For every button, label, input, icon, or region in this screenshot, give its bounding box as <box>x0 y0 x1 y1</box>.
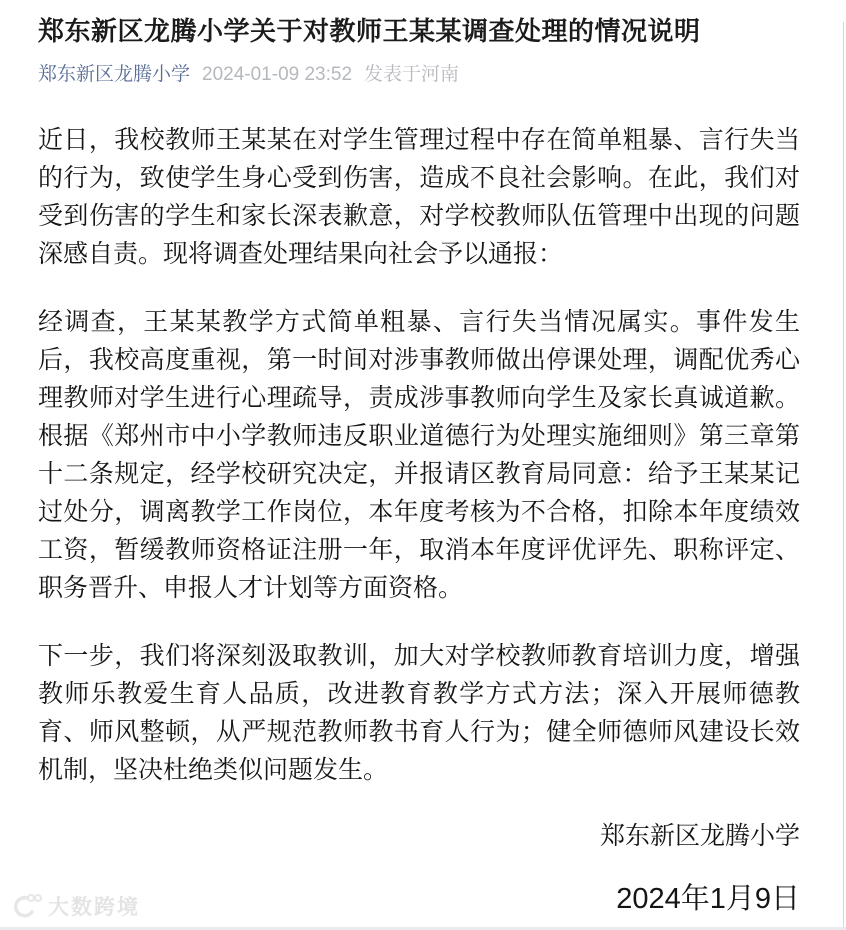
signature: 郑东新区龙腾小学 <box>599 822 800 850</box>
account-name-link[interactable]: 郑东新区龙腾小学 <box>38 64 191 85</box>
publish-time: 2024-01-09 23:52 <box>202 64 353 85</box>
article-meta <box>38 63 800 86</box>
article-paragraph: 近日，我校教师王某某在对学生管理过程中存在简单粗暴、言行失当的行为，致使学生身心受到伤害，造成不良社会影响。在此，我们对受到伤害的学生和家长深表歉意，对学校教师队伍管理中出现的问题深感自责。现将调查处理结果向社会予以通报： <box>38 126 800 268</box>
article-content <box>0 14 846 919</box>
right-border-line <box>843 22 844 930</box>
signature-date: 2024年1月9日 <box>616 883 800 915</box>
article-paragraph: 下一步，我们将深刻汲取教训，加大对学校教师教育培训力度，增强教师乐教爱生育人品质，改进教育教学方式方法；深入开展师德教育、师风整顿，从严规范教师教书育人行为；健全师德师风建设长效机制，坚决杜绝类似问题发生。 <box>38 642 800 784</box>
article-body <box>38 121 800 919</box>
publish-location: 发表于河南 <box>364 64 460 85</box>
watermark-text: 大数跨境 <box>48 896 140 919</box>
article-paragraph: 经调查，王某某教学方式简单粗暴、言行失当情况属实。事件发生后，我校高度重视，第一时间对涉事教师做出停课处理，调配优秀心理教师对学生进行心理疏导，责成涉事教师向学生及家长真诚道歉。根据《郑州市中小学教师违反职业道德行为处理实施细则》第三章第十二条规定，经学校研究决定，并报请区教育局同意：给予王某某记过处分，调离教学工作岗位，本年度考核为不合格，扣除本年度绩效工资，暂缓教师资格证注册一年，取消本年度评优评先、职称评定、职务晋升、申报人才计划等方面资格。 <box>38 308 800 602</box>
article-title: 郑东新区龙腾小学关于对教师王某某调查处理的情况说明 <box>38 16 701 46</box>
